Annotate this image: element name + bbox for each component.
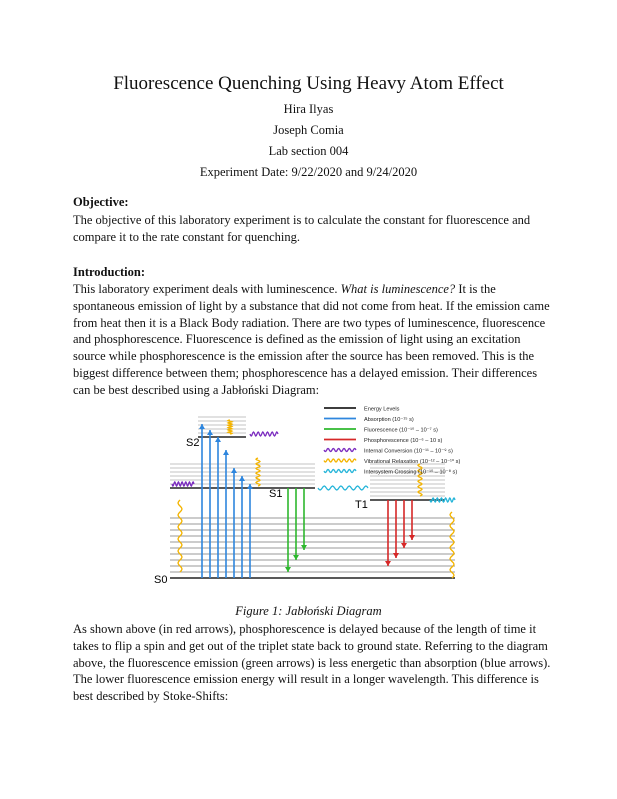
absorption-arrow-head [231, 468, 237, 473]
internal-conversion-wave [172, 482, 194, 486]
intersystem-crossing-wave [430, 498, 455, 502]
author-2: Joseph Comia [273, 123, 344, 137]
vibrational-relaxation-wave [450, 512, 454, 578]
phosphorescence-arrow-head [409, 535, 415, 540]
after-figure-paragraph: As shown above (in red arrows), phosphorescence is delayed because of the length of time it takes to flip a spin and get out of the triplet state back to ground state. Referring to the diagram above, the fluorescence emission (green arrows) is less energetic than absorption (blue arrows). The lower fluorescence emission energy will result in a longer wavelength. This difference is best described by Stoke-Shifts: [73, 622, 551, 704]
phosphorescence-arrow-head [385, 561, 391, 566]
intersystem-crossing-wave [318, 486, 368, 490]
internal-conversion-wave [250, 432, 278, 436]
label-s0: S0 [154, 574, 168, 586]
paper-title: Fluorescence Quenching Using Heavy Atom Effect [113, 73, 504, 94]
legend-swatch [324, 470, 356, 473]
introduction-paragraph [73, 281, 553, 399]
phosphorescence-arrow-head [401, 543, 407, 548]
label-t1: T1 [355, 499, 368, 511]
absorption-arrow-head [239, 476, 245, 481]
absorption-arrow-head [247, 484, 253, 489]
fluorescence-arrow-head [293, 555, 299, 560]
after-figure-text [73, 621, 553, 705]
absorption-arrow-head [207, 430, 213, 435]
legend-label: Vibrational Relaxation (10⁻¹² – 10⁻¹⁰ s) [364, 459, 461, 465]
author-1: Hira Ilyas [283, 102, 334, 116]
jablonski-diagram [150, 400, 470, 595]
fluorescence-arrow-head [301, 545, 307, 550]
transition-arrows [199, 424, 415, 578]
absorption-arrow-head [215, 437, 221, 442]
legend-label: Fluorescence (10⁻¹⁰ – 10⁻⁷ s) [364, 427, 438, 434]
legend-label: Intersystem Crossing (10⁻¹⁰ – 10⁻⁸ s) [364, 469, 458, 476]
label-s2: S2 [186, 437, 200, 449]
intro-text-a: This laboratory experiment deals with luminescence. [73, 282, 341, 296]
objective-heading: Objective: [73, 195, 129, 209]
phosphorescence-arrow-head [393, 553, 399, 558]
intro-text-b: It is the spontaneous emission of light by a substance that did not come from heat. If the emission came from heat then it is a Black Body radiation. There are two types of luminescence, fluorescence and phosphorescence. Fluorescence is defined as the emission of light using an excitation source while phosphorescence is the emission after the source has been removed. This is the biggest difference between them; phosphorescence has a delayed emission. Their differences can be best described using a Jabłoński Diagram: [73, 282, 550, 397]
lab-section: Lab section 004 [268, 144, 349, 158]
objective-paragraph: The objective of this laboratory experiment is to calculate the constant for fluorescence and compare it to the rate constant for quenching. [73, 213, 531, 244]
introduction-text [73, 281, 553, 399]
legend-swatch [324, 459, 356, 462]
legend-label: Internal Conversion (10⁻¹¹ – 10⁻⁹ s) [364, 448, 453, 455]
figure-caption: Figure 1: Jabłoński Diagram [235, 604, 382, 618]
legend-label: Phosphorescence (10⁻⁶ – 10 s) [364, 438, 443, 444]
objective-text [73, 212, 553, 246]
label-s1: S1 [269, 488, 283, 500]
experiment-date: Experiment Date: 9/22/2020 and 9/24/2020 [199, 165, 418, 179]
fluorescence-arrow-head [285, 567, 291, 572]
vibrational-relaxation-wave [228, 420, 232, 434]
vibrational-relaxation-wave [256, 458, 260, 486]
intro-question: What is luminescence? [340, 282, 456, 296]
absorption-arrow-head [223, 450, 229, 455]
legend-label: Absorption (10⁻¹⁵ s) [364, 417, 414, 423]
legend-label: Energy Levels [364, 406, 400, 413]
introduction-heading: Introduction: [73, 265, 146, 279]
legend-swatch [324, 449, 356, 452]
diagram-legend [324, 407, 460, 476]
